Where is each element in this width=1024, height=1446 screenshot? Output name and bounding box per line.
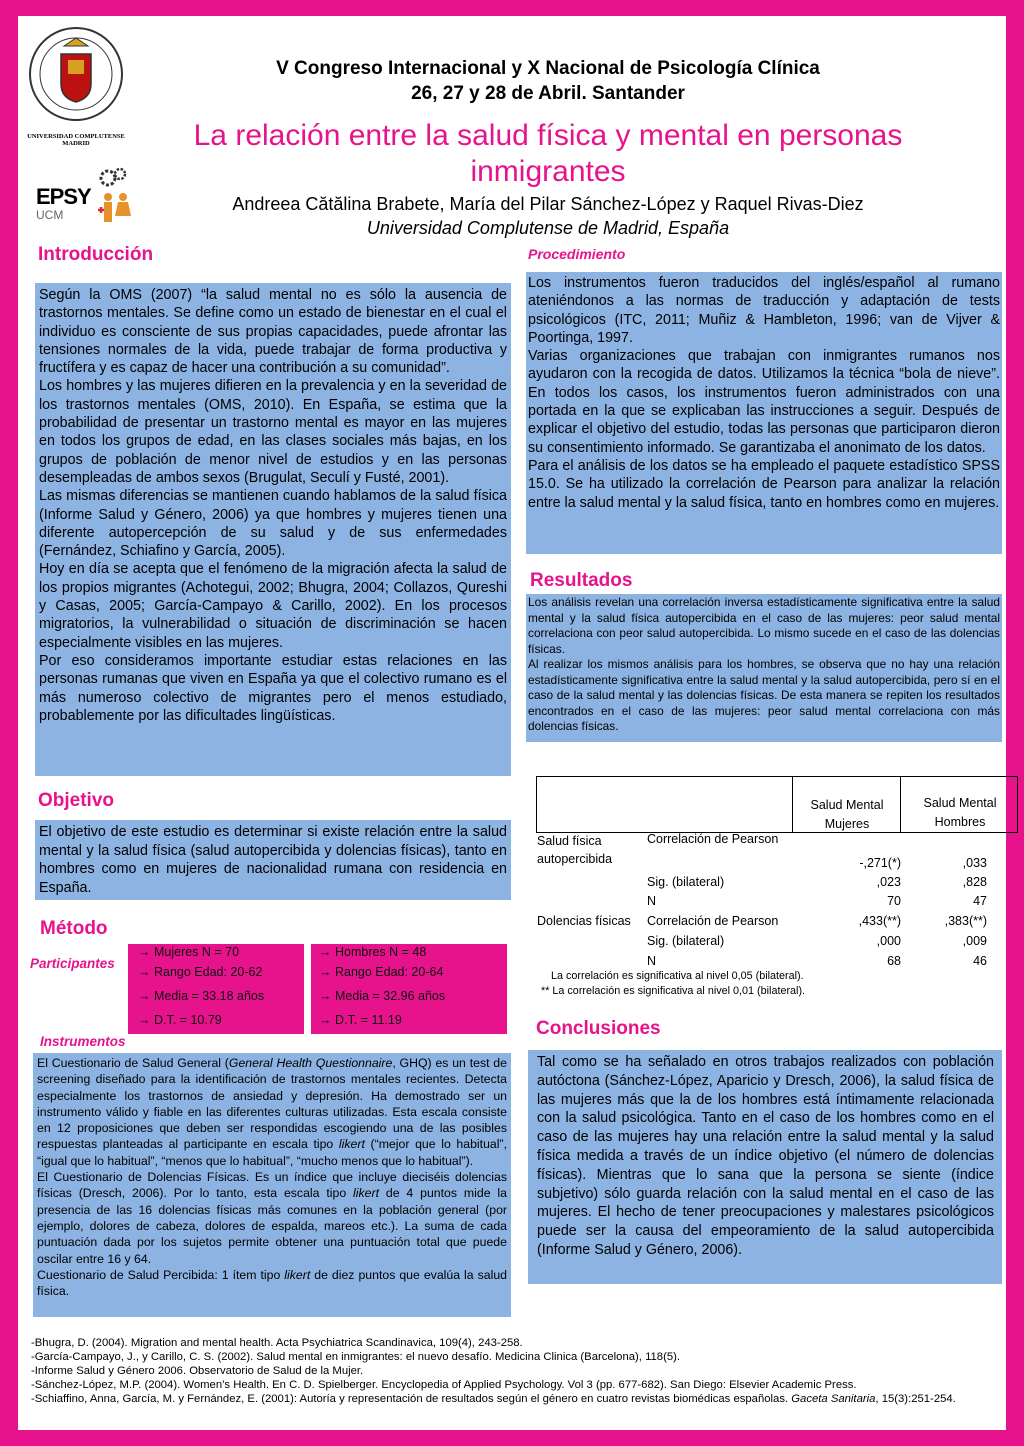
row-hombres: ,383(**) bbox=[944, 914, 987, 928]
table-row bbox=[534, 870, 990, 889]
intro-paragraph-3: Las mismas diferencias se mantienen cuando hablamos de la salud física (Informe Salud y Género, 2006) ya que hombres y mujeres tienen una diferente autopercepción de su salud y de sus enfermedades (Fernández, Schiafino y García, 2005). bbox=[39, 488, 507, 560]
table-row bbox=[534, 908, 990, 928]
intro-paragraph-2: Los hombres y las mujeres difieren en la prevalencia y en la severidad de los trastornos mentales (OMS, 2010). En España, se estima que la probabilidad de presentar un trastorno mental es mayor en las mujeres en todos los grupos de edad, en las clases sociales más bajas, en los grupos de población de menor nivel de estudios y en las personas desempleadas de ambos sexos (Brugulat, Seculí y Fusté, 2001). bbox=[39, 378, 507, 486]
results-table bbox=[534, 832, 990, 968]
row-stat: Correlación de Pearson bbox=[647, 914, 779, 928]
ghq-text-1: El Cuestionario de Salud General ( bbox=[37, 1056, 229, 1070]
mujeres-rango: → Rango Edad: 20-62 bbox=[138, 965, 263, 979]
instrumentos-percibida bbox=[37, 1267, 507, 1300]
hombres-box bbox=[311, 944, 507, 1034]
row-mujeres: 70 bbox=[887, 894, 901, 908]
table-note-2: ** La correlación es significativa al nivel 0,01 (bilateral). bbox=[541, 985, 806, 997]
reference-2: -García-Campayo, J., y Carillo, C. S. (2002). Salud mental en inmigrantes: el nuevo desafío. Medicina Clinica (Barcelona), 118(5). bbox=[31, 1351, 681, 1363]
row-var bbox=[534, 928, 644, 948]
instrumentos-ghq bbox=[37, 1055, 507, 1169]
instrumentos-box bbox=[33, 1053, 511, 1317]
row-mujeres: ,433(**) bbox=[858, 914, 901, 928]
row-var: Dolencias físicas bbox=[537, 914, 631, 928]
affiliation: Universidad Complutense de Madrid, España bbox=[366, 218, 730, 238]
intro-paragraph-5: Por eso consideramos importante estudiar estas relaciones en las personas rumanas que viven en España ya que el colectivo rumano es el más numeroso colectivo de migrantes pero el menos estudiado, probablemente por las dificultades lingüísticas. bbox=[39, 652, 507, 724]
congress-line1: V Congreso Internacional y X Nacional de Psicología Clínica bbox=[276, 58, 820, 79]
reference-1: -Bhugra, D. (2004). Migration and mental health. Acta Psychiatrica Scandinavica, 109(4), 243-258. bbox=[31, 1337, 523, 1349]
col-header-hombres: Salud Mental Hombres bbox=[923, 796, 997, 829]
mujeres-n: → Mujeres N = 70 bbox=[138, 945, 240, 959]
gears-icon bbox=[98, 166, 128, 190]
table-note-1: La correlación es significativa al nivel 0,05 (bilateral). bbox=[551, 970, 804, 982]
mujeres-media: → Media = 33.18 años bbox=[138, 989, 265, 1003]
table-row bbox=[534, 928, 990, 948]
reference-5-text: -Schiaffino, Anna, García, M. y Fernández, E. (2001): Autoría y representación de resultados según el género en cuatro revistas biomédicas españolas. bbox=[31, 1393, 792, 1405]
resultados-paragraph-2: Al realizar los mismos análisis para los hombres, se observa que no hay una relación estadísticamente significativa entre la salud mental y la salud autopercibida, pero sí en el caso de la salud mental y las dolencias físicas. De esta manera se repiten los resultados encontrados en el caso de las mujeres: peor salud mental correlaciona con más dolencias físicas. bbox=[528, 657, 1000, 733]
row-var: Salud física autopercibida bbox=[537, 834, 613, 866]
row-mujeres: ,000 bbox=[876, 934, 901, 948]
instrumentos-label: Instrumentos bbox=[40, 1034, 126, 1049]
ghq-text-2: , GHQ) es un test de screening diseñado para la identificación de trastornos mentales recientes. Detecta especialmente los trastornos de ansiedad y depresión. Ha demostrado ser un instrumento válido y fiable en las diferentes culturas utilizadas. Esta escala consiste en 12 proposiciones que deben ser respondidas escogiendo una de las posibles respuestas planteadas al participante en escala tipo bbox=[37, 1056, 507, 1152]
row-hombres: ,033 bbox=[962, 856, 987, 870]
mujeres-dt: → D.T. = 10.79 bbox=[138, 1013, 222, 1027]
row-hombres: 46 bbox=[973, 954, 987, 968]
procedimiento-heading: Procedimiento bbox=[528, 246, 626, 262]
resultados-box bbox=[526, 594, 1002, 742]
row-var bbox=[534, 870, 644, 889]
percibida-likert: likert bbox=[284, 1267, 311, 1282]
row-stat: N bbox=[647, 894, 657, 908]
percibida-text-2: de diez puntos que evalúa la salud física. bbox=[37, 1267, 507, 1299]
row-var bbox=[534, 948, 644, 968]
intro-paragraph-4: Hoy en día se acepta que el fenómeno de la migración afecta la salud de los propios migrantes (Achotegui, 2002; Bhugra, 2004; Collazos, Qureshi y Casas, 2005; García-Campayo & Carillo, 2002). En los procesos migratorios, la vulnerabilidad o situación de discriminación se hacen especialmente visibles en las mujeres. bbox=[39, 561, 507, 651]
row-stat: Sig. (bilateral) bbox=[647, 934, 725, 948]
row-mujeres: ,023 bbox=[876, 875, 901, 889]
dolencias-text-1: El Cuestionario de Dolencias Físicas. Es un índice que incluye dieciséis dolencias físicas (Dresch, 2006). Por lo tanto, esta escala tipo bbox=[37, 1170, 507, 1201]
ghq-text-3: (“mejor que lo habitual”, “igual que lo habitual”, “menos que lo habitual”, “mucho menos que lo habitual”). bbox=[37, 1137, 507, 1168]
table-frame-right bbox=[1017, 776, 1018, 833]
row-hombres: ,009 bbox=[962, 934, 987, 948]
ucm-name: UNIVERSIDAD COMPLUTENSE bbox=[27, 133, 125, 140]
procedimiento-paragraph-2: Varias organizaciones que trabajan con inmigrantes rumanos nos ayudaron con la recogida de datos. Utilizamos la técnica “bola de nieve”. En todos los casos, los instrumentos fueron administrados con una portada en la que se explicaban las instrucciones a seguir. Después de explicar el objetivo del estudio, todas las personas que participaron dieron su consentimiento informado. Se garantizaba el anonimato de los datos. bbox=[528, 348, 1000, 456]
poster-page bbox=[18, 16, 1006, 1430]
row-mujeres: -,271(*) bbox=[859, 856, 901, 870]
row-var bbox=[534, 889, 644, 908]
table-row bbox=[534, 948, 990, 968]
reference-4: -Sánchez-López, M.P. (2004). Women’s Health. En C. D. Spielberger. Encyclopedia of Applied Psychology. Vol 3 (pp. 677-682). San Diego: Elsevier Academic Press. bbox=[31, 1379, 857, 1391]
table-frame-mid1 bbox=[792, 776, 793, 833]
resultados-paragraph-1: Los análisis revelan una correlación inversa estadísticamente significativa entre la salud mental y la salud física autopercibida en el caso de las mujeres: peor salud mental correlaciona con peor salud autopercibida. Lo mismo sucede en el caso de las dolencias físicas. bbox=[528, 595, 1000, 656]
dolencias-text-2: de 4 puntos mide la presencia de las 16 dolencias físicas más comunes en la población general (por ejemplo, dolores de cabeza, dolores de espalda, mareos etc.). La suma de cada puntuación dada por los sujetos permite obtener una puntuación total que puede oscilar entre 16 y 64. bbox=[37, 1186, 507, 1266]
intro-paragraph-1: Según la OMS (2007) “la salud mental no es sólo la ausencia de trastornos mentales. Se define como un estado de bienestar en el cual el individuo es consciente de sus propias capacidades, puede afrontar las tensiones normales de la vida, puede trabajar de forma productiva y fructífera y es capaz de hacer una contribución a su comunidad”. bbox=[39, 287, 507, 377]
table-frame-left bbox=[536, 776, 537, 833]
conclusiones-heading: Conclusiones bbox=[536, 1018, 661, 1039]
conclusiones-box bbox=[528, 1050, 1002, 1284]
conclusiones-text: Tal como se ha señalado en otros trabajos realizados con población autóctona (Sánchez-López, Aparicio y Dresch, 2006), la salud física de las mujeres más que la de los hombres está íntimamente relacionada con la salud psicológica. Tanto en el caso de los hombres como en el caso de las mujeres hay una relación entre la salud mental y la salud física medida a través de un índice objetivo (el número de dolencias físicas). Mientras que lo sana que la persona se siente (índice subjetivo) sólo guarda relación con la salud mental en el caso de las mujeres. El hecho de tener preocupaciones y malestares psicológicos puede ser la causa del empeoramiento de la salud autopercibida (Informe Salud y Género, 2006). bbox=[537, 1054, 994, 1258]
hombres-media: → Media = 32.96 años bbox=[319, 989, 446, 1003]
row-mujeres: 68 bbox=[887, 954, 901, 968]
procedimiento-paragraph-3: Para el análisis de los datos se ha empleado el paquete estadístico SPSS 15.0. Se ha utilizado la correlación de Pearson para analizar la relación entre la salud mental y la salud física, tanto en hombres como en mujeres. bbox=[528, 457, 1000, 511]
congress-line2: 26, 27 y 28 de Abril. Santander bbox=[411, 83, 685, 104]
reference-5-journal: Gaceta Sanitaria bbox=[791, 1393, 876, 1405]
procedimiento-box bbox=[526, 272, 1002, 554]
metodo-heading: Método bbox=[40, 918, 108, 939]
row-stat: N bbox=[647, 954, 657, 968]
row-hombres: ,828 bbox=[962, 875, 987, 889]
mujeres-box bbox=[128, 944, 304, 1034]
table-row bbox=[534, 889, 990, 908]
reference-3: -Informe Salud y Género 2006. Observatorio de Salud de la Mujer. bbox=[31, 1365, 364, 1377]
epsy-logo bbox=[32, 162, 132, 226]
ghq-name: General Health Questionnaire bbox=[228, 1056, 393, 1070]
ucm-seal-icon bbox=[26, 24, 126, 124]
reference-5 bbox=[31, 1392, 991, 1406]
percibida-text-1: Cuestionario de Salud Percibida: 1 ítem tipo bbox=[37, 1267, 285, 1282]
col-header-mujeres: Salud Mental Mujeres bbox=[810, 798, 884, 831]
row-hombres: 47 bbox=[973, 894, 987, 908]
ucm-logo bbox=[26, 24, 126, 152]
participantes-label: Participantes bbox=[30, 956, 115, 971]
references bbox=[31, 1336, 991, 1406]
ucm-city: MADRID bbox=[62, 140, 90, 147]
poster-title: La relación entre la salud física y mental en personas inmigrantes bbox=[193, 119, 903, 188]
row-stat: Correlación de Pearson bbox=[647, 832, 779, 846]
instrumentos-dolencias bbox=[37, 1169, 507, 1267]
objetivo-text: El objetivo de este estudio es determinar si existe relación entre la salud mental y la salud física (salud autopercibida y dolencias físicas), tanto en hombres como en mujeres de nacionalidad rumana con residencia en España. bbox=[39, 824, 507, 896]
objetivo-box bbox=[35, 820, 511, 900]
ghq-likert: likert bbox=[338, 1137, 365, 1152]
dolencias-likert: likert bbox=[353, 1186, 380, 1201]
row-stat: Sig. (bilateral) bbox=[647, 875, 725, 889]
table-frame-top bbox=[536, 776, 1018, 777]
epsy-sub: UCM bbox=[36, 208, 64, 222]
objetivo-heading: Objetivo bbox=[38, 790, 115, 811]
authors: Andreea Cătălina Brabete, María del Pilar Sánchez-López y Raquel Rivas-Diez bbox=[232, 194, 864, 214]
introduccion-box bbox=[35, 283, 511, 776]
introduccion-heading: Introducción bbox=[38, 244, 154, 265]
people-icon bbox=[98, 192, 132, 224]
reference-5-end: , 15(3):251-254. bbox=[875, 1393, 956, 1405]
table-row bbox=[534, 832, 990, 870]
hombres-dt: → D.T. = 11.19 bbox=[319, 1013, 402, 1027]
table-frame-mid2 bbox=[900, 776, 901, 833]
resultados-heading: Resultados bbox=[530, 570, 633, 591]
hombres-n: → Hombres N = 48 bbox=[319, 945, 427, 959]
epsy-text: EPSY bbox=[36, 184, 91, 209]
procedimiento-paragraph-1: Los instrumentos fueron traducidos del inglés/español al rumano ateniéndonos a las normas de traducción y adaptación de tests psicológicos (ITC, 2011; Muñiz & Hambleton, 1996; van de Vijver & Poortinga, 1997. bbox=[528, 275, 1000, 346]
hombres-rango: → Rango Edad: 20-64 bbox=[319, 965, 444, 979]
